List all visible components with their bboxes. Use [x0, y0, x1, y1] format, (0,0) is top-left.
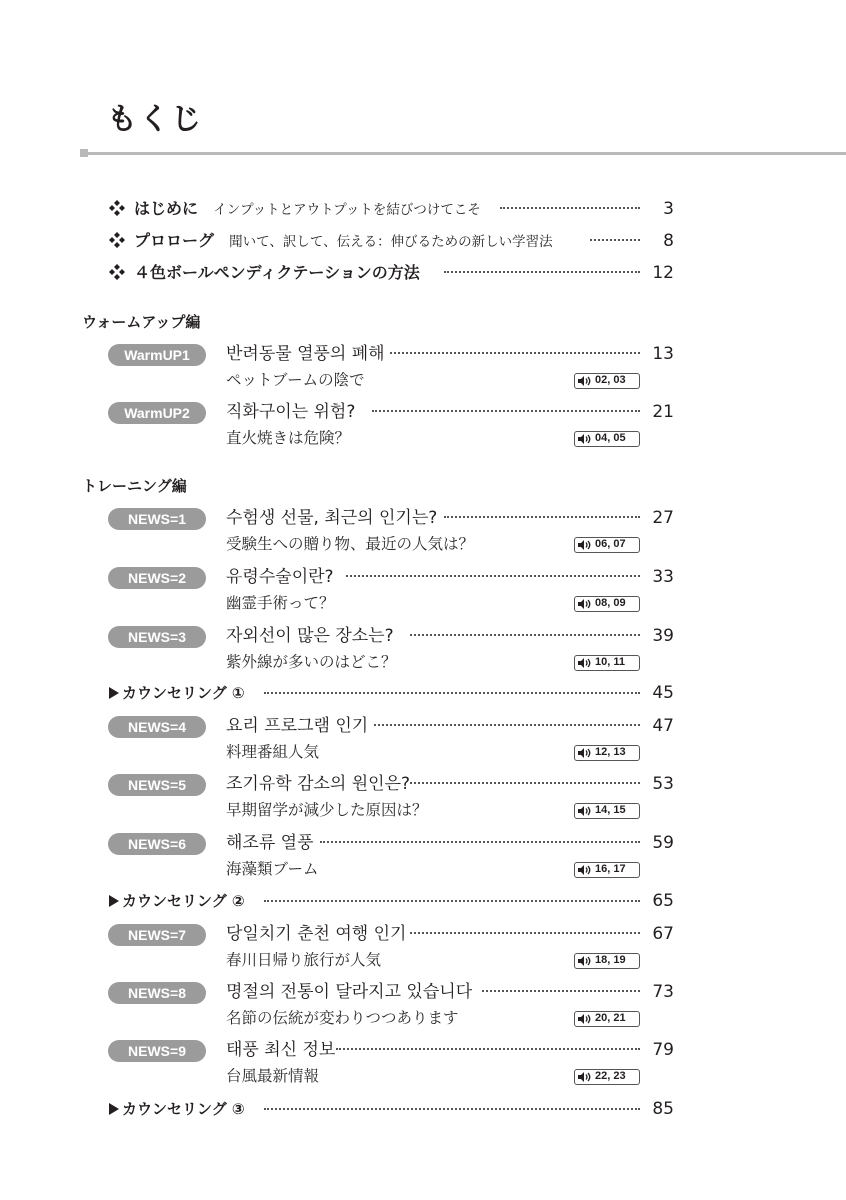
triangle-right-icon [109, 1103, 119, 1115]
audio-track-numbers: 06, 07 [595, 538, 626, 550]
audio-track-numbers: 12, 13 [595, 746, 626, 758]
speaker-icon [578, 865, 591, 875]
intro-main: プロローグ [134, 231, 215, 250]
japanese-title: 台風最新情報 [226, 1067, 320, 1085]
speaker-icon [578, 376, 591, 386]
lesson-badge: NEWS=9 [108, 1040, 206, 1062]
title-rule [82, 152, 846, 155]
section-heading-training: トレーニング編 [82, 477, 187, 495]
dot-leader [264, 900, 640, 902]
audio-track-numbers: 18, 19 [595, 954, 626, 966]
speaker-icon [578, 956, 591, 966]
dot-leader [264, 1108, 640, 1110]
audio-track-label[interactable] [574, 537, 640, 553]
audio-track-numbers: 04, 05 [595, 432, 626, 444]
audio-track-label[interactable] [574, 596, 640, 612]
dot-leader [320, 841, 640, 843]
japanese-title: 紫外線が多いのはどこ？ [226, 653, 397, 671]
dot-leader [410, 782, 640, 784]
audio-track-numbers: 14, 15 [595, 804, 626, 816]
audio-track-numbers: 20, 21 [595, 1012, 626, 1024]
page-number: 33 [652, 567, 674, 587]
dot-leader [346, 575, 640, 577]
toc-intro-row[interactable] [0, 197, 846, 221]
triangle-right-icon [109, 687, 119, 699]
page-number: 8 [663, 231, 674, 251]
korean-title: 수험생 선물, 최근의 인기는? [226, 508, 438, 528]
speaker-icon [578, 658, 591, 668]
audio-track-label[interactable] [574, 431, 640, 447]
speaker-icon [578, 748, 591, 758]
counseling-label: カウンセリング ① [122, 684, 245, 702]
korean-title: 해조류 열풍 [226, 833, 314, 853]
page-number: 21 [652, 402, 674, 422]
dot-leader [444, 516, 640, 518]
japanese-title: 料理番組人気 [226, 743, 320, 761]
audio-track-numbers: 10, 11 [595, 656, 625, 668]
japanese-title: 直火焼きは危険？ [226, 429, 351, 447]
page-number: 67 [652, 924, 674, 944]
lesson-badge: NEWS=7 [108, 924, 206, 946]
audio-track-label[interactable] [574, 1011, 640, 1027]
audio-track-label[interactable] [574, 803, 640, 819]
dot-leader [372, 410, 640, 412]
four-diamond-icon [108, 199, 126, 217]
audio-track-numbers: 08, 09 [595, 597, 626, 609]
lesson-badge: NEWS=3 [108, 626, 206, 648]
page-number: 45 [652, 683, 674, 703]
dot-leader [374, 724, 640, 726]
dot-leader [410, 634, 640, 636]
page-number: 27 [652, 508, 674, 528]
korean-title: 유령수술이란? [226, 567, 334, 587]
dot-leader [500, 207, 640, 209]
lesson-badge: NEWS=5 [108, 774, 206, 796]
speaker-icon [578, 540, 591, 550]
lesson-badge: WarmUP1 [108, 344, 206, 366]
dot-leader [410, 932, 640, 934]
page-number: 39 [652, 626, 674, 646]
page-number: 47 [652, 716, 674, 736]
page-number: 65 [652, 891, 674, 911]
section-heading-warmup: ウォームアップ編 [82, 313, 201, 331]
japanese-title: 春川日帰り旅行が人気 [226, 951, 382, 969]
dot-leader [336, 1048, 640, 1050]
page-number: 79 [652, 1040, 674, 1060]
korean-title: 직화구이는 위험? [226, 402, 356, 422]
page-title: もくじ [107, 102, 203, 137]
audio-track-label[interactable] [574, 655, 640, 671]
speaker-icon [578, 1014, 591, 1024]
lesson-badge: NEWS=8 [108, 982, 206, 1004]
lesson-badge: NEWS=2 [108, 567, 206, 589]
lesson-badge: NEWS=1 [108, 508, 206, 530]
speaker-icon [578, 1072, 591, 1082]
audio-track-numbers: 16, 17 [595, 863, 626, 875]
korean-title: 요리 프로그램 인기 [226, 716, 369, 736]
counseling-label: カウンセリング ② [122, 892, 245, 910]
page-number: 13 [652, 344, 674, 364]
speaker-icon [578, 599, 591, 609]
four-diamond-icon [108, 263, 126, 281]
four-diamond-icon [108, 231, 126, 249]
toc-intro-row[interactable] [0, 261, 846, 285]
audio-track-label[interactable] [574, 745, 640, 761]
audio-track-label[interactable] [574, 1069, 640, 1085]
triangle-right-icon [109, 895, 119, 907]
korean-title: 명절의 전통이 달라지고 있습니다 [226, 982, 473, 1002]
lesson-badge: NEWS=6 [108, 833, 206, 855]
dot-leader [482, 990, 640, 992]
dot-leader [264, 692, 640, 694]
lesson-badge: WarmUP2 [108, 402, 206, 424]
page-number: 3 [663, 199, 674, 219]
japanese-title: 受験生への贈り物、最近の人気は？ [226, 535, 475, 553]
page-number: 53 [652, 774, 674, 794]
japanese-title: 名節の伝統が変わりつつあります [226, 1009, 459, 1027]
japanese-title: 幽霊手術って？ [226, 594, 335, 612]
korean-title: 자외선이 많은 장소는? [226, 626, 394, 646]
japanese-title: 海藻類ブーム [226, 860, 319, 878]
lesson-badge: NEWS=4 [108, 716, 206, 738]
audio-track-numbers: 02, 03 [595, 374, 626, 386]
audio-track-numbers: 22, 23 [595, 1070, 626, 1082]
audio-track-label[interactable] [574, 862, 640, 878]
dot-leader [390, 352, 640, 354]
page-number: 59 [652, 833, 674, 853]
dot-leader [444, 271, 640, 273]
counseling-label: カウンセリング ③ [122, 1100, 245, 1118]
japanese-title: ペットブームの陰で [226, 371, 365, 389]
speaker-icon [578, 434, 591, 444]
intro-sub: 聞いて、訳して、伝える：伸びるための新しい学習法 [229, 234, 553, 250]
speaker-icon [578, 806, 591, 816]
page-number: 12 [652, 263, 674, 283]
intro-sub: インプットとアウトプットを結びつけてこそ [213, 202, 481, 218]
korean-title: 태풍 최신 정보 [226, 1040, 336, 1060]
intro-main: はじめに [134, 199, 199, 218]
intro-main: ４色ボールペンディクテーションの方法 [134, 263, 420, 282]
page-number: 73 [652, 982, 674, 1002]
japanese-title: 早期留学が減少した原因は？ [226, 801, 428, 819]
toc-intro-row[interactable] [0, 229, 846, 253]
korean-title: 당일치기 춘천 여행 인기 [226, 924, 407, 944]
korean-title: 조기유학 감소의 원인은? [226, 774, 411, 794]
page-number: 85 [652, 1099, 674, 1119]
korean-title: 반려동물 열풍의 폐해 [226, 344, 385, 364]
audio-track-label[interactable] [574, 373, 640, 389]
audio-track-label[interactable] [574, 953, 640, 969]
